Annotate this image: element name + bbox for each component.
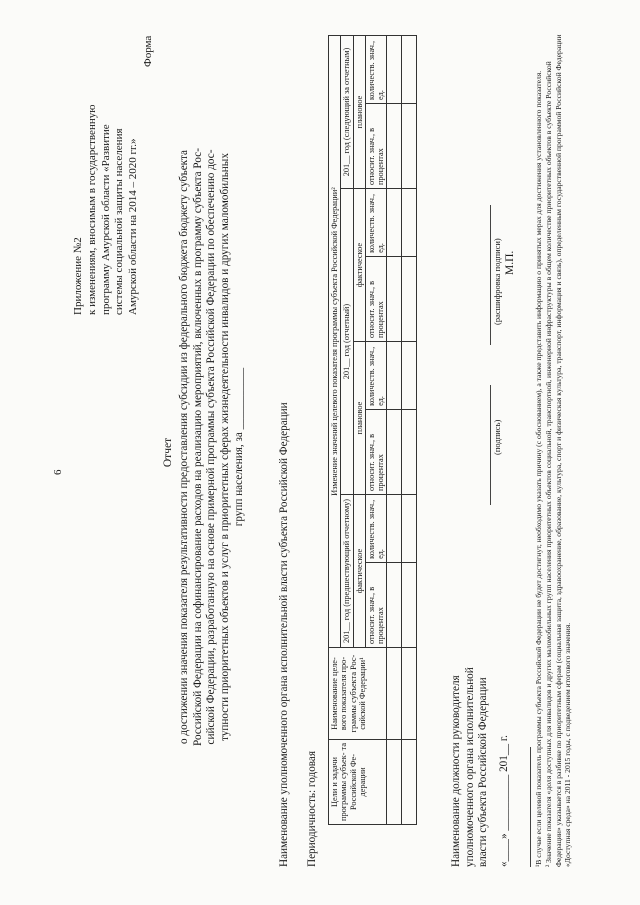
report-line: Российской Федерации на софинансирование расходов на реализацию мероприятий, включенных в программу субъекта Рос- [191, 148, 204, 746]
page-number: 6 [52, 469, 64, 475]
period-report: 201__ год (отчетный) [341, 189, 353, 495]
footnote-1: ¹В случае если целевой показатель программы субъекта Российской Федерации не будет достигнут, необходимо указать причину (с обоснованием), а также представить информацию о принятых мерах для достижения установленного показателя. [534, 70, 543, 867]
table-row [402, 36, 417, 825]
period-prev: 201__ год (предшествующий отчетному) [341, 495, 353, 648]
rel-header: относит. знач., в процентах [365, 562, 387, 647]
signature-line [490, 385, 491, 505]
appendix-line: Амурской области на 2014 – 2020 гг.» [127, 138, 139, 315]
report-line: сийской Федерации, разработанную на основе примерной программы субъекта Российской Федерации по обеспечению дос- [205, 149, 218, 745]
form-label: Форма [142, 35, 154, 67]
sub-fact: фактическое [353, 495, 365, 648]
rel-header: относит. знач., в процентах [365, 256, 387, 341]
appendix-line: системы социальной защиты населения [113, 128, 126, 315]
signature-position [450, 667, 491, 867]
footnote-divider [530, 747, 531, 867]
rotated-sheet [50, 20, 610, 885]
qty-header: количеств. знач., ед. [365, 342, 387, 410]
report-title: Отчет [162, 437, 174, 468]
appendix-line: Приложение №2 [72, 237, 84, 315]
report-line: тупности приоритетных объектов и услуг в приоритетных сферах жизнедеятельности инвалидов и других маломобильных [218, 153, 231, 741]
rel-header: относит. знач., в процентах [365, 409, 387, 494]
appendix-line: программу Амурской области «Развитие [99, 124, 112, 315]
decrypt-line [490, 205, 491, 345]
position-line: уполномоченного органа исполнительной [463, 667, 476, 867]
indicator-table [328, 35, 417, 825]
periodicity: Периодичность: годовая [306, 750, 318, 867]
footnotes [534, 27, 573, 867]
stamp-place: М.П. [504, 250, 516, 275]
period-next: 201__ год (следующий за отчетным) [341, 36, 353, 189]
signature-caption: (подпись) [492, 419, 502, 455]
appendix-header [72, 25, 141, 315]
decrypt-caption: (расшифровка подписи) [492, 238, 502, 325]
sub-plan: плановое [353, 36, 365, 189]
date-line: «____» __________ 201__ г. [498, 735, 510, 867]
appendix-line: к изменениям, вносимым в государственную [85, 104, 98, 315]
table-row [387, 36, 402, 825]
report-description [178, 27, 246, 867]
footnote-2: ² Значение показателя «доля доступных для инвалидов и других маломобильных групп населения приоритетных объектов социальной, транспортной, инженерной инфраструктуры в общем количестве приоритетных объектов в субъекте Российской Федерации» указывается в разбивке по приоритетным сферам (социальная защита, здравоохранение, образование, культура, спорт и физическая культура, транспорт, информация и связь), определенным государственной программой Российской Федерации «Доступная среда» на 2011 - 2015 годы, с подведением итогового значения. [544, 34, 572, 867]
organ-label: Наименование уполномоченного органа исполнительной власти субъекта Российской Федерации [278, 402, 290, 867]
position-line: власти субъекта Российской Федерации [477, 677, 490, 867]
col-goals-header: Цели и задачи программы субъек- та Российской Фе- дерации [329, 740, 387, 825]
qty-header: количеств. знач., ед. [365, 36, 387, 104]
sub-plan: плановое [353, 342, 365, 495]
qty-header: количеств. знач., ед. [365, 189, 387, 257]
qty-header: количеств. знач., ед. [365, 495, 387, 563]
position-line: Наименование должности руководителя [450, 675, 462, 867]
sub-fact: фактическое [353, 189, 365, 342]
col-indicator-header: Наименование целе- вого показателя про- граммы субъекта Рос- сийской Федерации¹ [329, 648, 387, 740]
report-line: групп населения, за ___________ [232, 367, 245, 527]
change-header: Изменение значений целевого показателя программы субъекта Российской Федерации² [329, 36, 341, 648]
rel-header: относит. знач., в процентах [365, 103, 387, 188]
report-line: о достижении значения показателя результативности предоставления субсидии из федерального бюджета бюджету субъекта [178, 150, 190, 744]
